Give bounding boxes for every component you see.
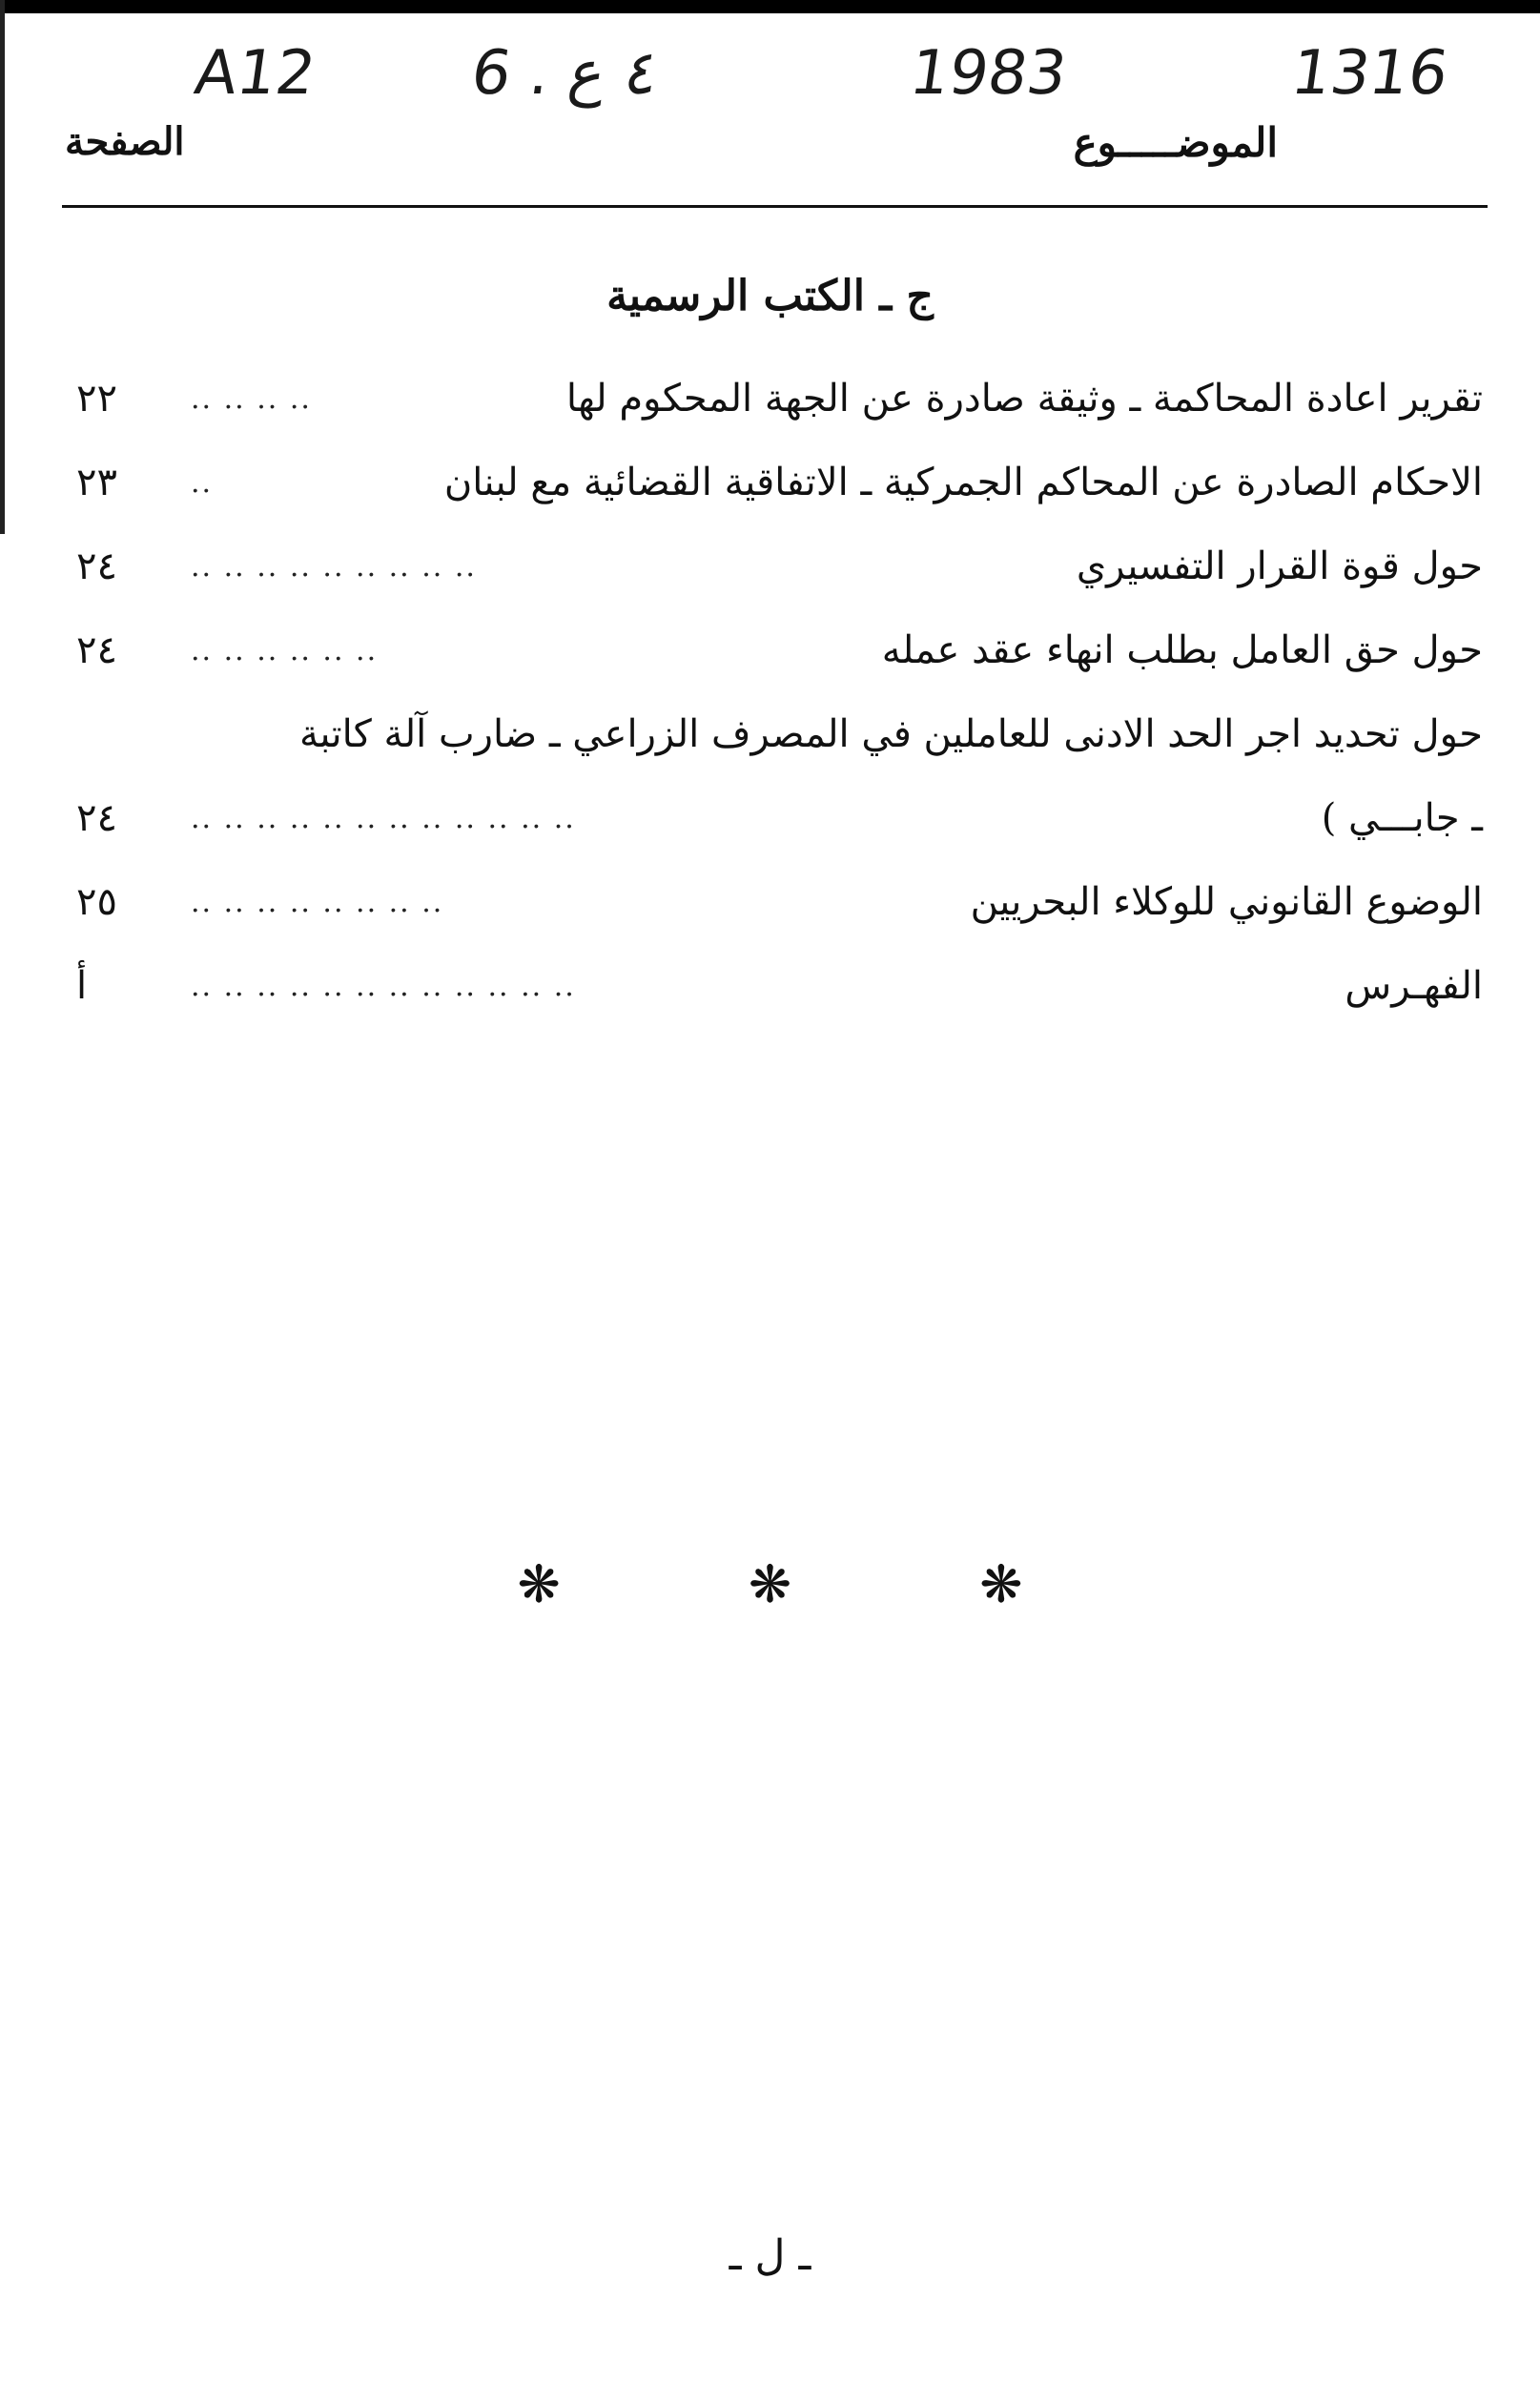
toc-leader-dots: .. .. .. .. .. .. .. .. .. <box>191 550 477 584</box>
scan-top-edge <box>0 0 1540 13</box>
toc-entry-title: الوضوع القانوني للوكلاء البحريين <box>970 880 1483 924</box>
toc-page-number: أ <box>76 964 88 1008</box>
toc-entry-title: حول تحديد اجر الحد الادنى للعاملين في المصرف الزراعي ـ ضارب آلة كاتبة <box>298 712 1483 756</box>
toc-leader-dots: .. <box>191 466 214 500</box>
section-title: ج ـ الكتب الرسمية <box>606 272 934 320</box>
toc-leader-dots: .. .. .. .. .. .. <box>191 634 379 667</box>
table-of-contents <box>76 377 1483 1048</box>
page-column-header: الصفحة <box>65 119 185 164</box>
toc-entry-title: الفهـرس <box>1345 964 1483 1008</box>
toc-page-number: ٢٣ <box>76 461 117 504</box>
toc-page-number: ٢٥ <box>76 880 117 924</box>
toc-entry <box>76 461 1483 544</box>
toc-entry <box>76 544 1483 628</box>
toc-leader-dots: .. .. .. .. .. .. .. .. .. .. .. .. <box>191 802 576 835</box>
toc-entry <box>76 712 1483 880</box>
subject-column-header: الموضـــــوع <box>1073 119 1278 166</box>
toc-page-number: ٢٤ <box>76 796 117 840</box>
toc-entry <box>76 964 1483 1048</box>
toc-entry <box>76 628 1483 712</box>
toc-leader-dots: .. .. .. .. <box>191 382 312 416</box>
toc-leader-dots: .. .. .. .. .. .. .. .. .. .. .. .. <box>191 970 576 1003</box>
toc-entry-title-continued: ـ جابـــي ) <box>1321 796 1483 840</box>
header-divider <box>62 205 1488 208</box>
handwritten-note: A12 <box>190 38 320 109</box>
toc-page-number: ٢٢ <box>76 377 117 421</box>
toc-page-number: ٢٤ <box>76 544 117 588</box>
handwritten-note: 1316 <box>1286 38 1453 109</box>
toc-leader-dots: .. .. .. .. .. .. .. .. <box>191 886 444 919</box>
section-ornament: ❋ ❋ ❋ <box>517 1554 1109 1614</box>
toc-entry <box>76 880 1483 964</box>
handwritten-note: 6 . ٤ ع <box>466 38 663 109</box>
toc-entry-title: حول حق العامل بطلب انهاء عقد عمله <box>881 628 1483 672</box>
handwritten-note: 1983 <box>905 38 1072 109</box>
toc-entry <box>76 377 1483 461</box>
scan-left-edge <box>0 0 5 534</box>
toc-entry-title: الاحكام الصادرة عن المحاكم الجمركية ـ الاتفاقية القضائية مع لبنان <box>443 461 1483 504</box>
toc-entry-title: تقرير اعادة المحاكمة ـ وثيقة صادرة عن الجهة المحكوم لها <box>565 377 1483 421</box>
page-number: ـ ل ـ <box>729 2231 811 2280</box>
toc-page-number: ٢٤ <box>76 628 117 672</box>
toc-entry-title: حول قوة القرار التفسيري <box>1076 544 1483 588</box>
